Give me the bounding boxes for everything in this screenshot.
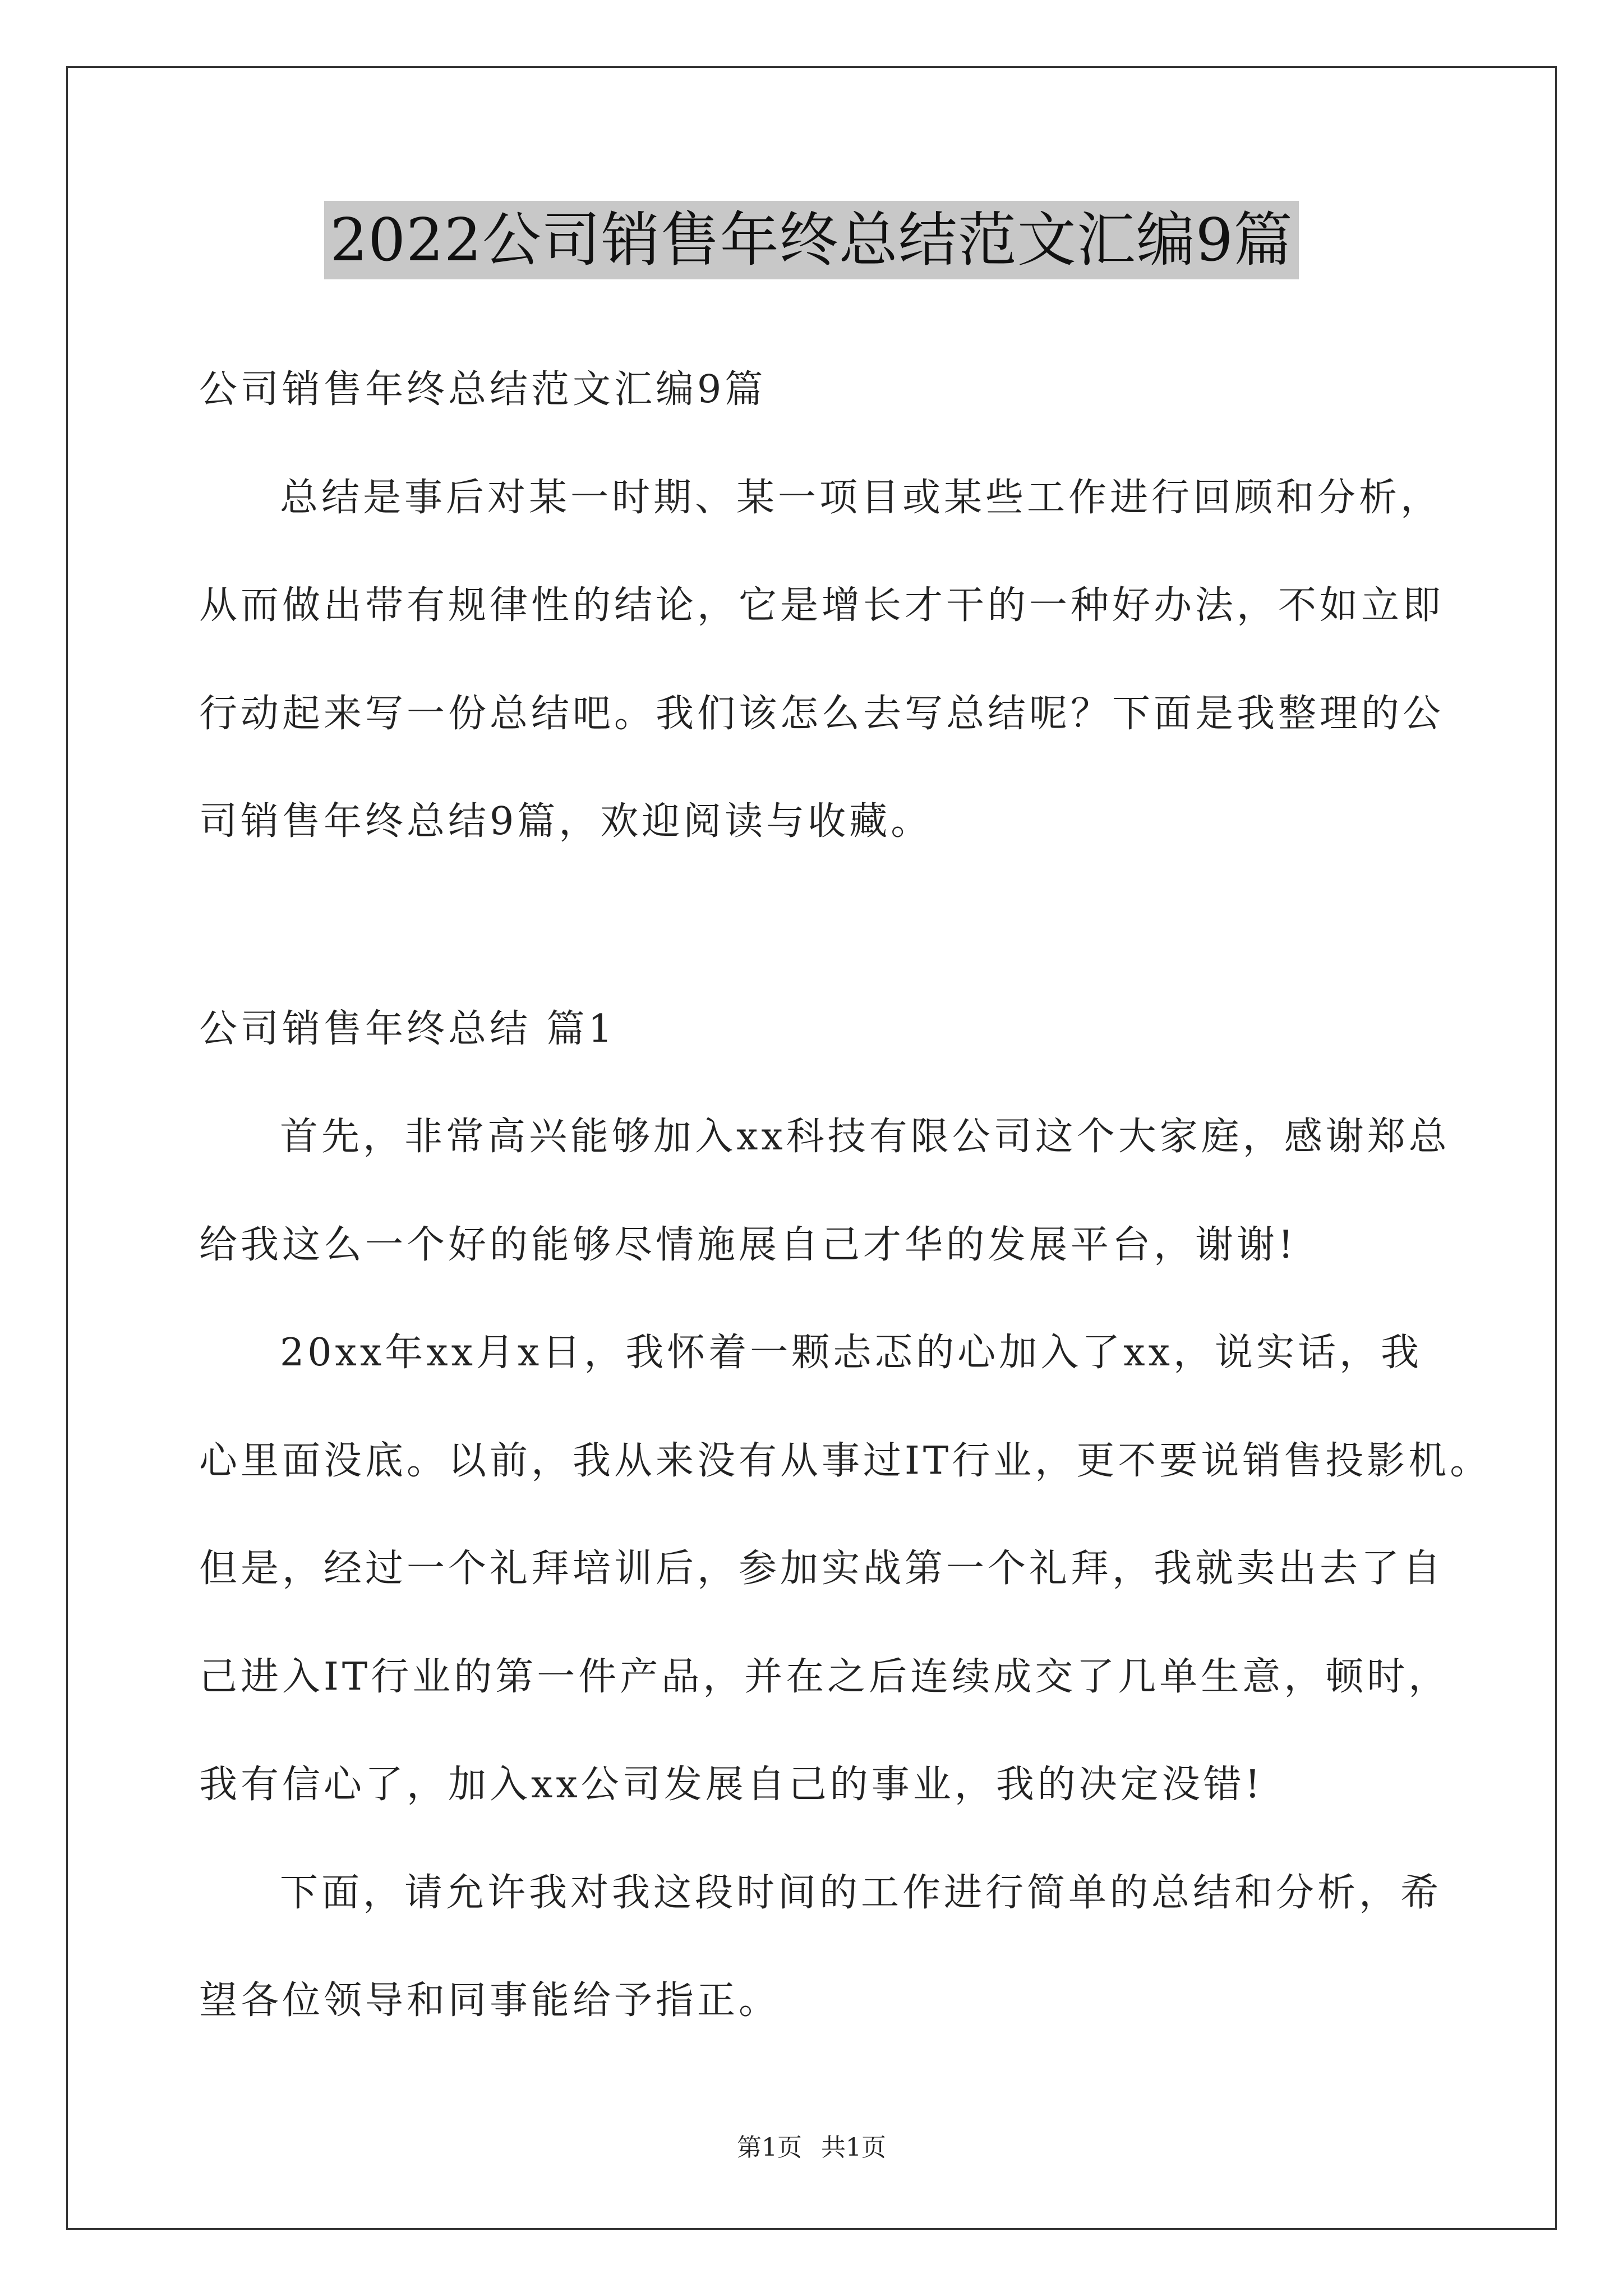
document-subtitle: 公司销售年终总结范文汇编9篇 — [199, 367, 767, 412]
section-line-9: 望各位领导和同事能给予指正。 — [199, 1978, 781, 2023]
section-line-7: 我有信心了，加入xx公司发展自己的事业，我的决定没错! — [199, 1763, 1264, 1807]
section-line-4: 心里面没底。以前，我从来没有从事过IT行业，更不要说销售投影机。 — [199, 1439, 1492, 1483]
page-footer: 第1页 共1页 — [737, 2133, 886, 2162]
section-line-1: 首先，非常高兴能够加入xx科技有限公司这个大家庭，感谢郑总 — [280, 1115, 1450, 1159]
section-line-5: 但是，经过一个礼拜培训后，参加实战第一个礼拜，我就卖出去了自 — [199, 1547, 1445, 1591]
section-heading: 公司销售年终总结 篇1 — [199, 1007, 616, 1051]
title-container — [0, 201, 1623, 279]
intro-line-4: 司销售年终总结9篇，欢迎阅读与收藏。 — [199, 799, 933, 844]
section-line-6: 己进入IT行业的第一件产品，并在之后连续成交了几单生意，顿时， — [199, 1655, 1450, 1699]
section-line-8: 下面，请允许我对我这段时间的工作进行简单的总结和分析，希 — [280, 1871, 1442, 1915]
section-line-3: 20xx年xx月x日，我怀着一颗忐忑的心加入了xx，说实话，我 — [280, 1331, 1422, 1375]
intro-line-2: 从而做出带有规律性的结论，它是增长才干的一种好办法，不如立即 — [199, 583, 1445, 628]
document-title: 2022公司销售年终总结范文汇编9篇 — [324, 201, 1298, 279]
intro-line-3: 行动起来写一份总结吧。我们该怎么去写总结呢？下面是我整理的公 — [199, 692, 1445, 736]
section-line-2: 给我这么一个好的能够尽情施展自己才华的发展平台，谢谢! — [199, 1223, 1297, 1267]
intro-line-1: 总结是事后对某一时期、某一项目或某些工作进行回顾和分析， — [280, 476, 1442, 520]
